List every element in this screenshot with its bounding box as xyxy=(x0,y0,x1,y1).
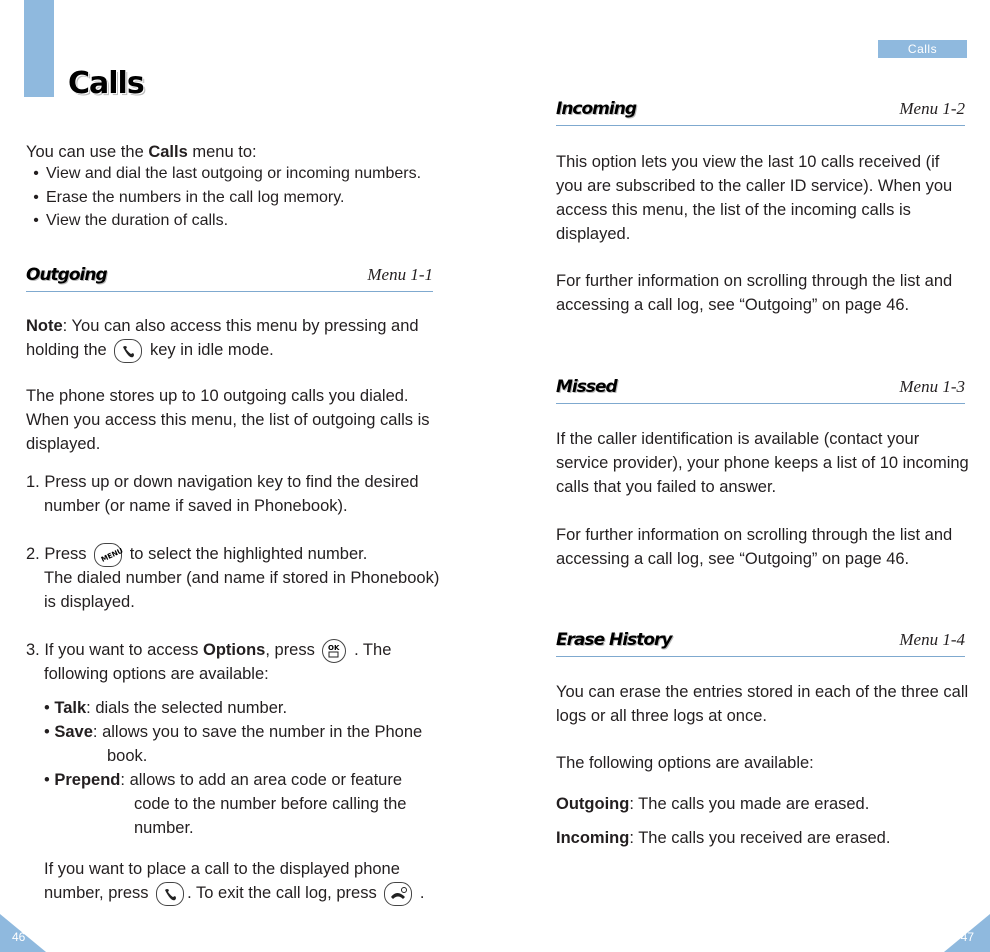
intro-text: You can use the Calls menu to: xyxy=(26,143,257,161)
step-2-line-1: 2. Press MENU to select the highlighted number. xyxy=(26,542,367,567)
outgoing-para-1: The phone stores up to 10 outgoing calls you dialed. xyxy=(26,387,409,405)
final-line-1: If you want to place a call to the displayed phone xyxy=(44,860,400,878)
page-number: 47 xyxy=(960,930,974,944)
note-line-2: holding the key in idle mode. xyxy=(26,338,274,363)
erase-line-1: You can erase the entries stored in each of the three call xyxy=(556,683,969,701)
outgoing-para-2: When you access this menu, the list of outgoing calls is xyxy=(26,411,430,429)
final-line-2: number, press . To exit the call log, press . xyxy=(44,881,424,906)
option-prepend-line-2: code to the number before calling the xyxy=(134,795,407,813)
feature-list xyxy=(26,162,421,233)
title-accent-bar xyxy=(24,0,54,97)
svg-text:MENU: MENU xyxy=(100,546,125,564)
note-line-1: Note: You can also access this menu by pressing and xyxy=(26,317,419,335)
incoming-line-4: displayed. xyxy=(556,225,631,243)
menu-key-icon xyxy=(94,543,125,567)
step-2-line-2: The dialed number (and name if stored in Phonebook) xyxy=(44,569,440,587)
step-3-line-2: following options are available: xyxy=(44,665,269,683)
missed-line-5: accessing a call log, see “Outgoing” on page 46. xyxy=(556,550,910,568)
erase-option-incoming: Incoming: The calls you received are erased. xyxy=(556,829,891,847)
send-key-icon xyxy=(156,882,184,906)
header-tab: Calls xyxy=(878,40,967,58)
erase-option-outgoing: Outgoing: The calls you made are erased. xyxy=(556,795,870,813)
menu-number: Menu 1-2 xyxy=(899,99,965,118)
option-save-line-2: book. xyxy=(107,747,148,765)
page-title: Calls xyxy=(68,66,144,101)
section-title: Incoming xyxy=(556,99,636,119)
svg-text:OK: OK xyxy=(328,643,340,652)
section-title: Erase History xyxy=(556,630,672,650)
section-header-missed xyxy=(556,375,965,404)
ok-key-icon xyxy=(322,639,346,663)
menu-number: Menu 1-1 xyxy=(367,265,433,284)
list-item: • View the duration of calls. xyxy=(26,209,421,233)
option-save-line-1: • Save: allows you to save the number in the Phone xyxy=(44,723,423,741)
section-header-outgoing xyxy=(26,263,433,292)
page-number: 46 xyxy=(12,930,26,944)
erase-line-2: logs or all three logs at once. xyxy=(556,707,767,725)
step-2-line-3: is displayed. xyxy=(44,593,135,611)
incoming-line-3: access this menu, the list of the incoming calls is xyxy=(556,201,911,219)
section-title: Outgoing xyxy=(26,265,107,285)
step-1-line-2: number (or name if saved in Phonebook). xyxy=(44,497,348,515)
menu-number: Menu 1-3 xyxy=(899,377,965,396)
menu-number: Menu 1-4 xyxy=(899,630,965,649)
missed-line-3: calls that you failed to answer. xyxy=(556,478,777,496)
outgoing-para-3: displayed. xyxy=(26,435,101,453)
section-title: Missed xyxy=(556,377,617,397)
incoming-line-6: accessing a call log, see “Outgoing” on page 46. xyxy=(556,296,910,314)
option-prepend-line-3: number. xyxy=(134,819,194,837)
list-item: • View and dial the last outgoing or incoming numbers. xyxy=(26,162,421,186)
missed-line-1: If the caller identification is available (contact your xyxy=(556,430,920,448)
section-header-incoming xyxy=(556,97,965,126)
missed-line-2: service provider), your phone keeps a list of 10 incoming xyxy=(556,454,969,472)
missed-line-4: For further information on scrolling through the list and xyxy=(556,526,953,544)
end-key-icon xyxy=(384,882,412,906)
incoming-line-2: you are subscribed to the caller ID service). When you xyxy=(556,177,953,195)
erase-line-3: The following options are available: xyxy=(556,754,814,772)
right-page xyxy=(495,0,990,952)
option-talk: • Talk: dials the selected number. xyxy=(44,699,288,717)
incoming-line-5: For further information on scrolling through the list and xyxy=(556,272,953,290)
incoming-line-1: This option lets you view the last 10 calls received (if xyxy=(556,153,940,171)
section-header-erase-history xyxy=(556,628,965,657)
send-key-icon xyxy=(114,339,142,363)
step-3-line-1: 3. If you want to access Options, press OK . The xyxy=(26,638,391,663)
list-item: • Erase the numbers in the call log memory. xyxy=(26,186,421,210)
step-1-line-1: 1. Press up or down navigation key to find the desired xyxy=(26,473,419,491)
option-prepend-line-1: • Prepend: allows to add an area code or feature xyxy=(44,771,403,789)
